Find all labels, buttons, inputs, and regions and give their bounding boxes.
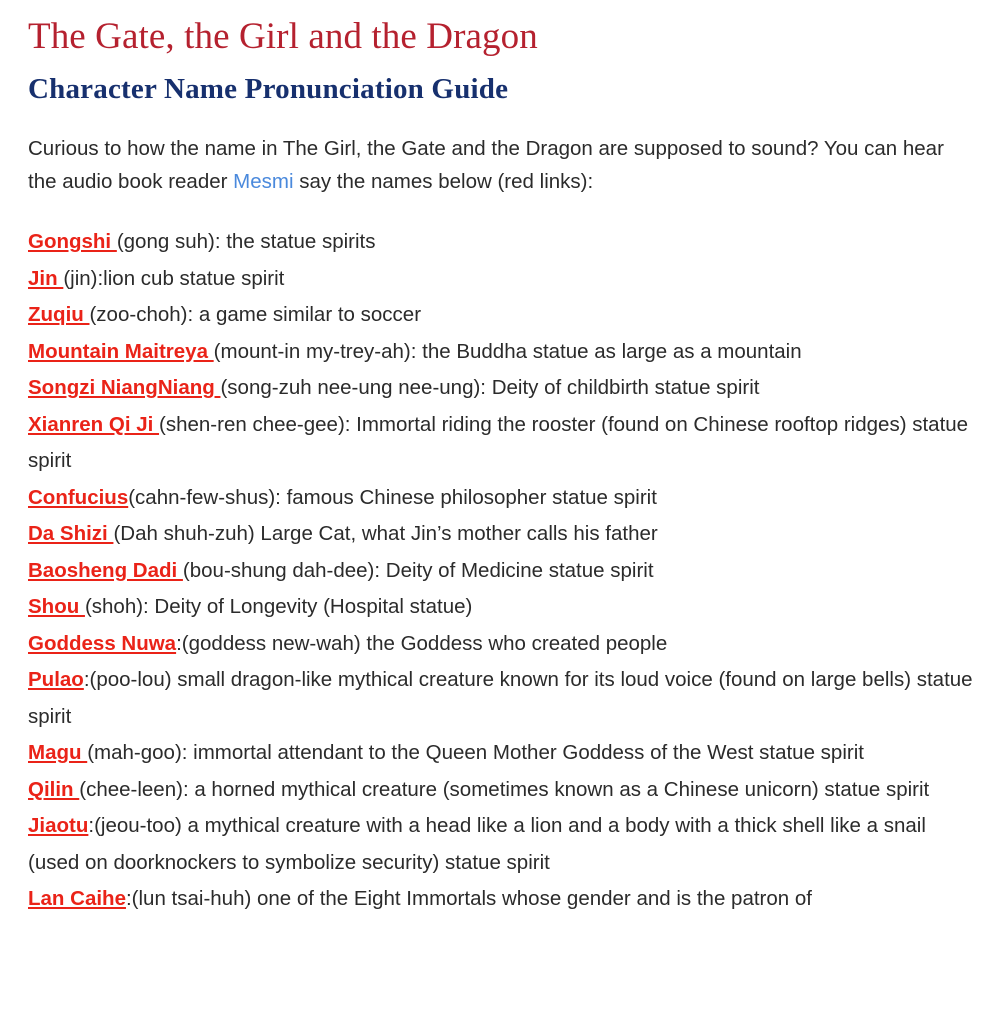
pronunciation-audio-link[interactable]: Goddess Nuwa (28, 631, 177, 655)
pronunciation-audio-link[interactable]: Mountain Maitreya (28, 339, 214, 363)
pronunciation-entry (28, 516, 978, 552)
pronunciation-audio-link[interactable]: Jin (28, 266, 64, 290)
pronunciation-description: (song-zuh nee-ung nee-ung): Deity of childbirth statue spirit (220, 376, 760, 400)
pronunciation-description: (jin):lion cub statue spirit (63, 266, 285, 290)
pronunciation-audio-link[interactable]: Jiaotu (28, 814, 89, 838)
pronunciation-entry (28, 808, 978, 881)
pronunciation-audio-link[interactable]: Songzi NiangNiang (28, 376, 221, 400)
pronunciation-description: :(jeou-too) a mythical creature with a head like a lion and a body with a thick shell like a snail (used on doorknockers to symbolize security) statue spirit (28, 814, 926, 874)
pronunciation-entry (28, 772, 978, 808)
pronunciation-audio-link[interactable]: Shou (28, 595, 85, 619)
pronunciation-audio-link[interactable]: Lan Caihe (28, 887, 126, 911)
pronunciation-description: (shen-ren chee-gee): Immortal riding the rooster (found on Chinese rooftop ridges) statue spirit (28, 412, 969, 473)
pronunciation-description: (mah-goo): immortal attendant to the Queen Mother Goddess of the West statue spirit (87, 741, 864, 765)
pronunciation-audio-link[interactable]: Qilin (28, 777, 80, 801)
pronunciation-entry (28, 881, 978, 917)
pronunciation-description: :(lun tsai-huh) one of the Eight Immortals whose gender and is the patron of (125, 887, 812, 911)
pronunciation-entry (28, 735, 978, 771)
pronunciation-description: (gong suh): the statue spirits (116, 230, 376, 254)
pronunciation-entry (28, 589, 978, 625)
intro-text-after-link: say the names below (red links): (293, 170, 594, 194)
pronunciation-description: (mount-in my-trey-ah): the Buddha statue as large as a mountain (213, 339, 802, 363)
pronunciation-description: (chee-leen): a horned mythical creature (sometimes known as a Chinese unicorn) statue spirit (79, 777, 930, 801)
page-subtitle: Character Name Pronunciation Guide (28, 72, 509, 105)
pronunciation-audio-link[interactable]: Zuqiu (28, 303, 90, 327)
pronunciation-description: (cahn-few-shus): famous Chinese philosopher statue spirit (128, 485, 657, 509)
pronunciation-audio-link[interactable]: Pulao (28, 668, 84, 692)
pronunciation-entry (28, 407, 978, 480)
mesmi-link[interactable]: Mesmi (233, 170, 294, 194)
pronunciation-audio-link[interactable]: Gongshi (28, 230, 117, 254)
intro-text-before-link: Curious to how the name in The Girl, the Gate and the Dragon are supposed to sound? You can hear the audio book reader (28, 136, 944, 194)
pronunciation-audio-link[interactable]: Da Shizi (28, 522, 114, 546)
pronunciation-entry (28, 261, 978, 297)
pronunciation-entry (28, 334, 978, 370)
pronunciation-audio-link[interactable]: Confucius (28, 485, 129, 509)
pronunciation-entry (28, 370, 978, 406)
pronunciation-audio-link[interactable]: Xianren Qi Ji (28, 412, 160, 436)
pronunciation-entry-list (28, 224, 978, 917)
pronunciation-description: :(goddess new-wah) the Goddess who created people (176, 631, 668, 655)
pronunciation-description: :(poo-lou) small dragon-like mythical creature known for its loud voice (found on large bells) statue spirit (28, 668, 973, 728)
pronunciation-entry (28, 297, 978, 333)
pronunciation-description: (Dah shuh-zuh) Large Cat, what Jin’s mother calls his father (113, 522, 658, 546)
pronunciation-description: (zoo-choh): a game similar to soccer (89, 303, 422, 327)
pronunciation-entry (28, 662, 978, 735)
pronunciation-entry (28, 626, 978, 662)
pronunciation-entry (28, 480, 978, 516)
pronunciation-audio-link[interactable]: Magu (28, 741, 88, 765)
pronunciation-entry (28, 224, 978, 260)
pronunciation-description: (bou-shung dah-dee): Deity of Medicine statue spirit (182, 558, 654, 582)
pronunciation-entry (28, 553, 978, 589)
pronunciation-audio-link[interactable]: Baosheng Dadi (28, 558, 183, 582)
pronunciation-description: (shoh): Deity of Longevity (Hospital statue) (84, 595, 473, 619)
page-title: The Gate, the Girl and the Dragon (28, 16, 538, 57)
intro-paragraph (28, 132, 978, 198)
